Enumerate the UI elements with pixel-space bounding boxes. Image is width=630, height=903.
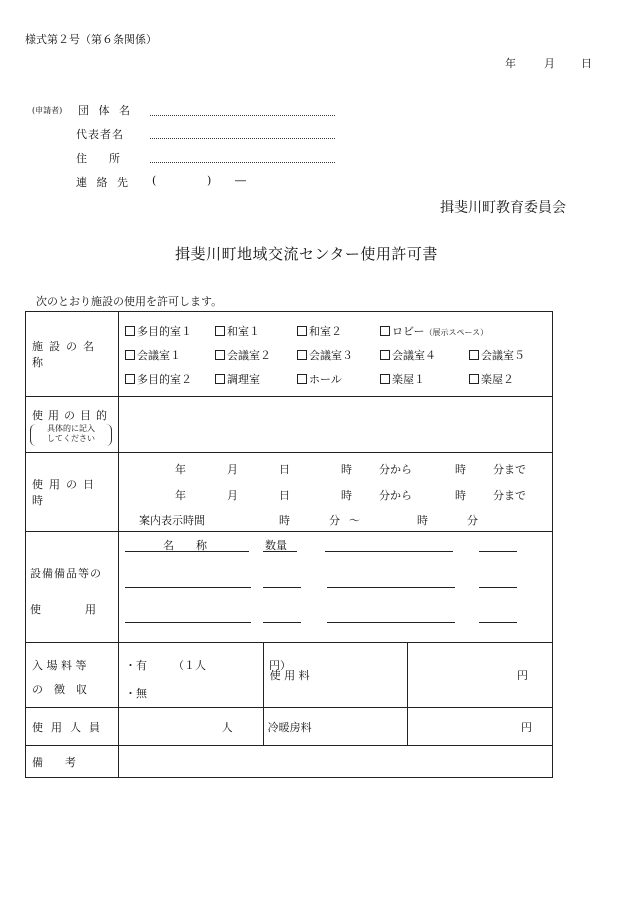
date-month-label: 月 <box>544 57 555 70</box>
form-number: 様式第２号（第６条関係） <box>25 33 157 46</box>
org-name-label: 団 体 名 <box>78 104 133 117</box>
dates-row <box>26 453 553 532</box>
checkbox-icon <box>215 326 225 336</box>
purpose-note: 具体的に記入 してください <box>30 424 112 446</box>
facility-row <box>26 312 553 397</box>
checkbox-icon <box>297 350 307 360</box>
equipment-line-2a[interactable] <box>125 587 251 588</box>
admission-label-2: の 徴 収 <box>32 683 87 696</box>
equipment-line-3c[interactable] <box>327 622 455 623</box>
checkbox-icon <box>215 374 225 384</box>
heating-fee-field[interactable]: 円 <box>408 708 553 746</box>
facility-label: 施設の名称 <box>32 340 100 369</box>
date2-year: 年 <box>175 489 186 502</box>
date1-day: 日 <box>279 463 290 476</box>
equipment-line-3d[interactable] <box>479 622 517 623</box>
admission-label-1: 入 場 料 等 <box>32 659 87 672</box>
equipment-label-1: 設備備品等の <box>30 567 102 580</box>
equipment-qty-header: 数量 <box>265 539 287 552</box>
date1-to: 分まで <box>493 463 526 476</box>
remarks-label: 備 考 <box>32 755 76 769</box>
heating-fee-label: 冷暖房料 <box>267 720 312 734</box>
date1-hour-end: 時 <box>455 463 466 476</box>
display-minute-start: 分 <box>329 514 340 527</box>
phone-dash: ― <box>235 174 246 187</box>
checkbox-icon <box>297 374 307 384</box>
phone-open-paren: ( <box>152 174 157 187</box>
equipment-line-2c[interactable] <box>327 587 455 588</box>
date-year-label: 年 <box>505 57 516 70</box>
dates-label: 使用の日時 <box>32 478 100 507</box>
room-checkbox-gakuya2[interactable]: 楽屋２ <box>469 371 514 387</box>
address-field[interactable] <box>150 162 335 163</box>
representative-label: 代表者名 <box>76 128 124 141</box>
checkbox-icon <box>469 374 479 384</box>
admission-no[interactable]: ・無 <box>125 687 147 700</box>
date2-from: 分から <box>379 489 412 502</box>
admission-yes[interactable]: ・有 <box>125 659 147 672</box>
date1-month: 月 <box>227 463 238 476</box>
room-checkbox-washitsu1[interactable]: 和室１ <box>215 323 260 339</box>
checkbox-icon <box>215 350 225 360</box>
equipment-name-header: 名 称 <box>163 539 207 552</box>
users-field[interactable]: 人 <box>119 708 264 746</box>
purpose-field[interactable] <box>119 397 553 453</box>
document-title: 揖斐川町地域交流センター使用許可書 <box>175 245 438 263</box>
intro-text: 次のとおり施設の使用を許可します。 <box>36 295 223 308</box>
facility-options <box>119 312 553 397</box>
room-checkbox-kaigi4[interactable]: 会議室４ <box>380 347 436 363</box>
phone-close-paren: ) <box>207 174 212 187</box>
room-checkbox-hall[interactable]: ホール <box>297 371 342 387</box>
permit-table <box>25 311 553 778</box>
room-checkbox-kaigi2[interactable]: 会議室２ <box>215 347 271 363</box>
display-minute-end: 分 <box>467 514 478 527</box>
room-checkbox-washitsu2[interactable]: 和室２ <box>297 323 342 339</box>
users-row <box>26 708 553 746</box>
display-hour-end: 時 <box>417 514 428 527</box>
admission-yen: 円） <box>269 659 291 672</box>
representative-field[interactable] <box>150 138 335 139</box>
room-checkbox-kaigi3[interactable]: 会議室３ <box>297 347 353 363</box>
purpose-label: 使用の目的 <box>32 409 112 422</box>
room-checkbox-tamokuteki2[interactable]: 多目的室２ <box>125 371 192 387</box>
date2-hour: 時 <box>341 489 352 502</box>
date2-day: 日 <box>279 489 290 502</box>
date1-from: 分から <box>379 463 412 476</box>
checkbox-icon <box>125 374 135 384</box>
room-checkbox-tamokuteki1[interactable]: 多目的室１ <box>125 323 192 339</box>
equipment-label-2: 使 用 <box>30 603 96 616</box>
usage-fee-field[interactable]: 円 <box>408 643 553 708</box>
checkbox-icon <box>380 326 390 336</box>
usage-fee-label: 使 用 料 <box>269 669 310 682</box>
org-name-field[interactable] <box>150 115 335 116</box>
purpose-row <box>26 397 553 453</box>
display-tilde: ～ <box>349 514 360 527</box>
date1-hour: 時 <box>341 463 352 476</box>
remarks-field[interactable] <box>119 746 553 778</box>
equipment-line-3a[interactable] <box>125 622 251 623</box>
date-day-label: 日 <box>581 57 592 70</box>
admission-row <box>26 643 553 708</box>
checkbox-icon <box>380 350 390 360</box>
date2-to: 分まで <box>493 489 526 502</box>
equipment-line-2d[interactable] <box>479 587 517 588</box>
address-label: 住 所 <box>76 152 120 165</box>
room-checkbox-kaigi1[interactable]: 会議室１ <box>125 347 181 363</box>
date1-year: 年 <box>175 463 186 476</box>
display-time-label: 案内表示時間 <box>139 514 205 527</box>
date2-month: 月 <box>227 489 238 502</box>
room-checkbox-gakuya1[interactable]: 楽屋１ <box>380 371 425 387</box>
room-checkbox-lobby[interactable]: ロビー（展示スペース） <box>380 323 488 339</box>
equipment-line-3b[interactable] <box>263 622 301 623</box>
admission-yes-detail: （１人 <box>173 659 206 672</box>
checkbox-icon <box>469 350 479 360</box>
room-checkbox-kaigi5[interactable]: 会議室５ <box>469 347 525 363</box>
room-checkbox-chourishitsu[interactable]: 調理室 <box>215 371 260 387</box>
contact-label: 連 絡 先 <box>76 176 131 189</box>
equipment-row <box>26 532 553 643</box>
remarks-row <box>26 746 553 778</box>
applicant-tag: (申請者) <box>32 106 63 115</box>
issuer-name: 揖斐川町教育委員会 <box>440 200 566 216</box>
checkbox-icon <box>297 326 307 336</box>
display-hour-start: 時 <box>279 514 290 527</box>
checkbox-icon <box>125 326 135 336</box>
checkbox-icon <box>125 350 135 360</box>
date2-hour-end: 時 <box>455 489 466 502</box>
equipment-line-2b[interactable] <box>263 587 301 588</box>
checkbox-icon <box>380 374 390 384</box>
users-label: 使用人員 <box>32 720 108 734</box>
